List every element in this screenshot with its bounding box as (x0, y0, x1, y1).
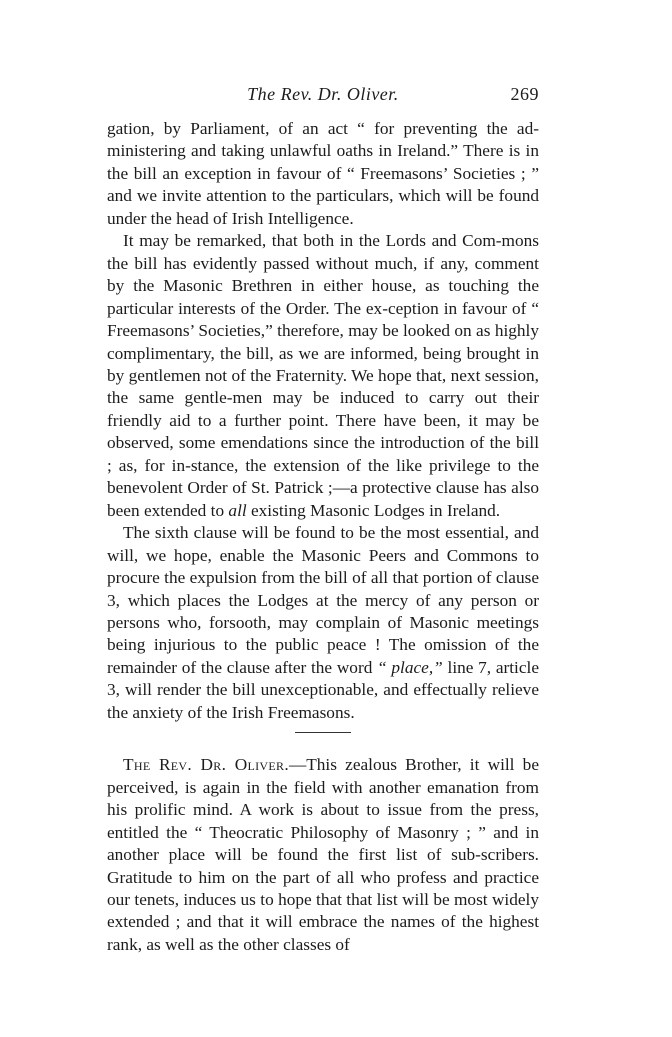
page-number: 269 (510, 84, 539, 104)
paragraph-text: gation, by Parliament, of an act “ for preventing the ad-ministering and taking unlawful oaths in Ireland.” There is in the bill an exception in favour of “ Freemasons’ Societies ; ” and we invite attention to the particulars, which will be found under the head of Irish Intelligence. (107, 119, 539, 228)
paragraph-rev-oliver (107, 754, 539, 956)
running-head (107, 84, 539, 108)
paragraph-sixth-clause (107, 522, 539, 724)
paragraph-text-after: existing Masonic Lodges in Ireland. (251, 500, 501, 520)
body-text (107, 118, 539, 956)
paragraph-text: —This zealous Brother, it will be perceived, is again in the field with another emanation from his prolific mind. A work is about to issue from the press, entitled the “ Theocratic Philosophy of Masonry ; ” and in another place will be found the first list of sub-scribers. Gratitude to him on the part of all who profess and practice our tenets, induces us to hope that that list will be most widely extended ; and that it will embrace the names of the highest rank, as well as the other classes of (107, 755, 539, 954)
paragraph-text: It may be remarked, that both in the Lords and Com-mons the bill has evidently passed without much, if any, comment by the Masonic Brethren in either house, as touching the particular interests of the Order. The ex-ception in favour of “ Freemasons’ Societies,” therefore, may be looked on as highly complimentary, the bill, as we are informed, being brought in by gentlemen not of the Fraternity. We hope that, next session, the same gentle-men may be induced to carry out their friendly aid to a further point. There have been, it may be observed, some emendations since the introduction of the bill ; as, for in-stance, the extension of the like privilege to the benevolent Order of St. Patrick ;—a protective clause has also been extended to (107, 231, 539, 520)
paragraph-bill-remarks (107, 230, 539, 522)
paragraph-text-after: line 7, article 3, will render the bill unexceptionable, and effectually relieve the anxiety of the Irish Freemasons. (107, 657, 540, 722)
section-lead-heading: The Rev. Dr. Oliver. (123, 755, 289, 775)
paragraph-text: The sixth clause will be found to be the most essential, and will, we hope, enable the Masonic Peers and Commons to procure the expulsion from the bill of all that portion of clause 3, which places the Lodges at the mercy of any person or persons who, forsooth, may complain of Masonic meetings being injurious to the public peace ! The omission of the remainder of the clause after the word (107, 523, 539, 677)
emphasis-text: “ place,” (377, 657, 443, 677)
divider-rule (295, 732, 351, 733)
running-title: The Rev. Dr. Oliver. (247, 84, 399, 104)
book-page (107, 84, 539, 956)
section-divider (107, 724, 539, 754)
paragraph-continuation (107, 118, 539, 230)
emphasis-text: all (228, 500, 247, 520)
